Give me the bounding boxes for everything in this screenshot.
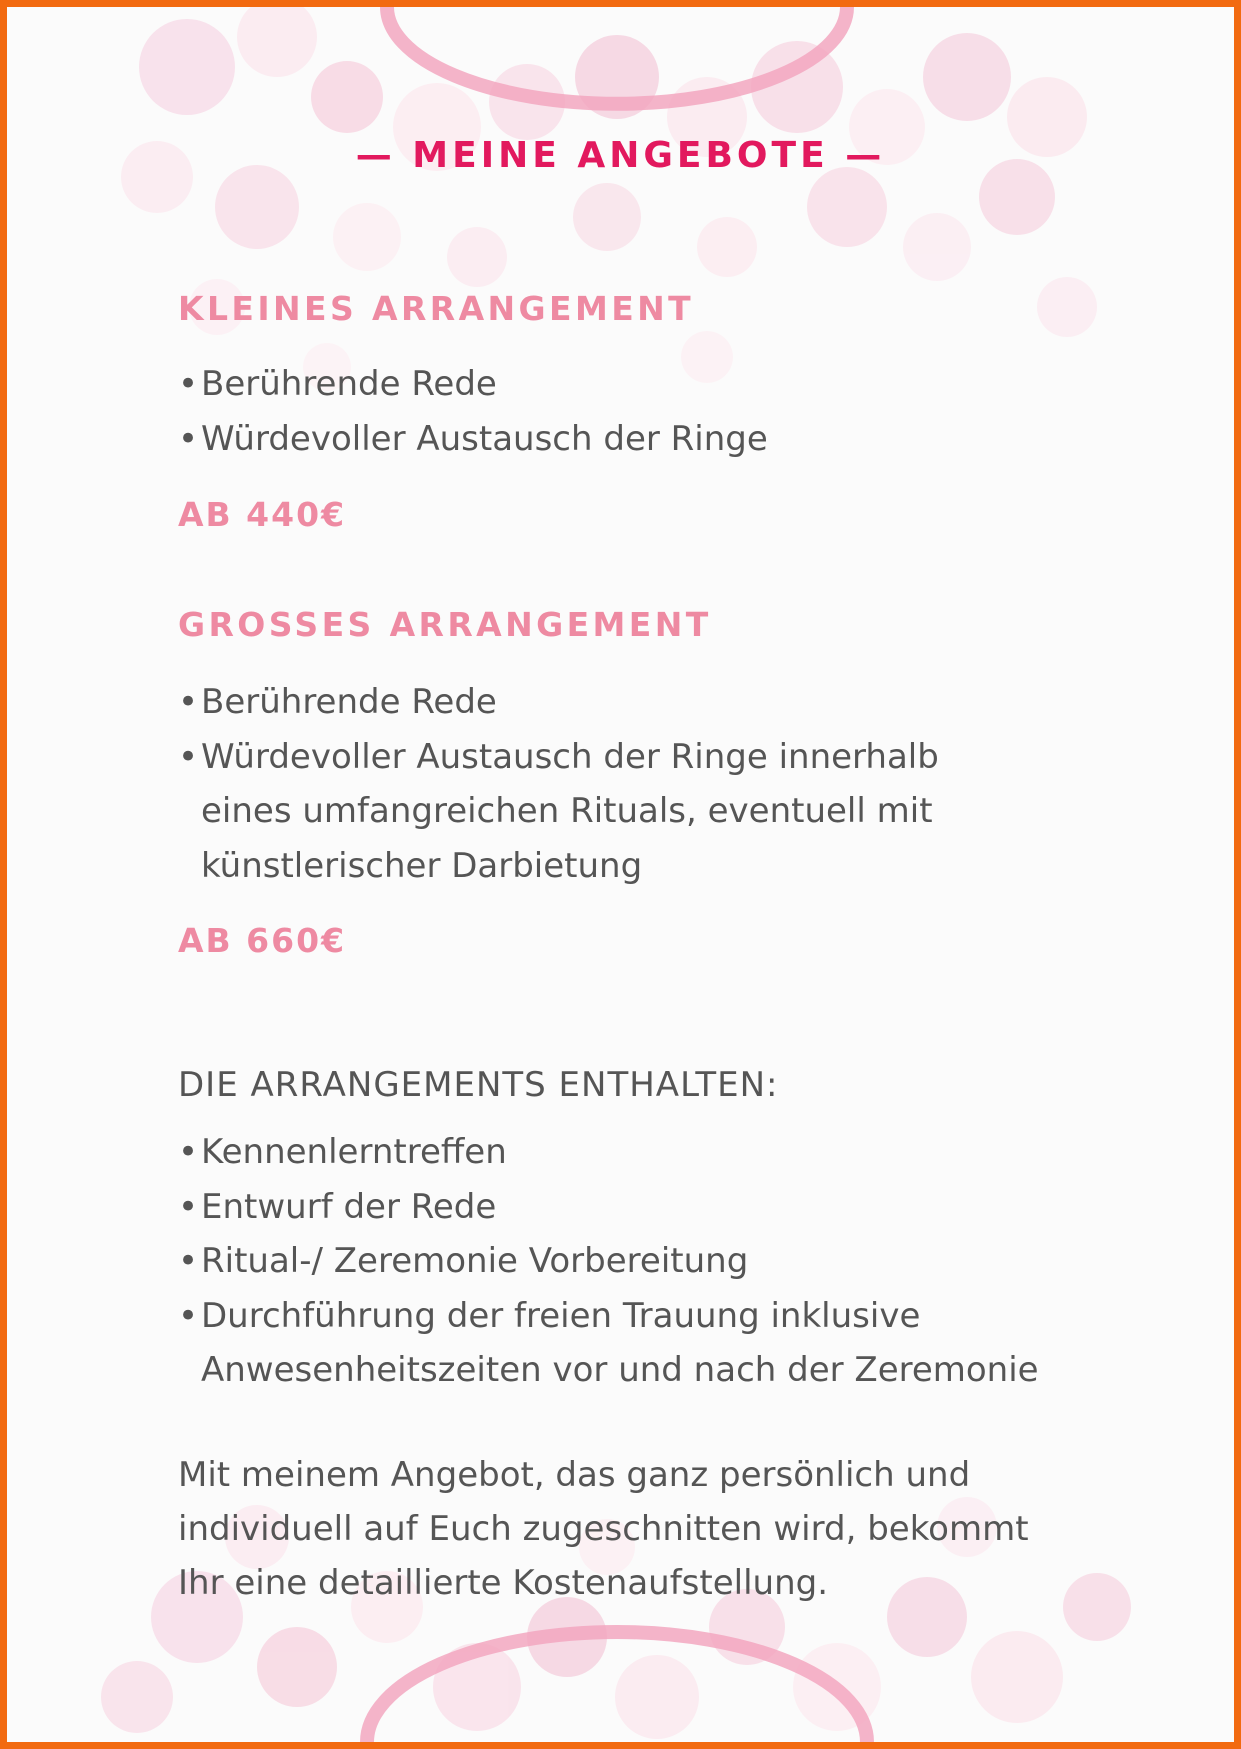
- large-arrangement-title: GROSSES ARRANGEMENT: [178, 605, 712, 644]
- list-item: • Würdevoller Austausch der Ringe innerhalb eines umfangreichen Rituals, eventuell mit künstlerischer Darbietung: [178, 730, 978, 894]
- list-item: • Kennenlerntreffen: [178, 1125, 1078, 1180]
- list-item: • Entwurf der Rede: [178, 1180, 1078, 1235]
- closing-paragraph: Mit meinem Angebot, das ganz persönlich und individuell auf Euch zugeschnitten wird, bekommt Ihr eine detaillierte Kostenaufstellung.: [178, 1455, 1029, 1603]
- list-item: • Würdevoller Austausch der Ringe: [178, 412, 1098, 467]
- list-item: • Ritual-/ Zeremonie Vorbereitung: [178, 1234, 1078, 1289]
- page-title: — MEINE ANGEBOTE —: [355, 135, 886, 176]
- list-item: • Berührende Rede: [178, 675, 978, 730]
- list-item: • Durchführung der freien Trauung inklusive Anwesenheitszeiten vor und nach der Zeremonie: [178, 1289, 1078, 1398]
- large-arrangement-list: [178, 675, 978, 893]
- large-arrangement-price: AB 660€: [178, 921, 347, 960]
- small-arrangement-list: [178, 357, 1098, 466]
- content: [7, 7, 1234, 1742]
- small-arrangement-title: KLEINES ARRANGEMENT: [178, 289, 695, 328]
- included-list: [178, 1125, 1078, 1398]
- list-item: • Berührende Rede: [178, 357, 1098, 412]
- included-title: DIE ARRANGEMENTS ENTHALTEN:: [178, 1065, 779, 1105]
- small-arrangement-price: AB 440€: [178, 495, 347, 534]
